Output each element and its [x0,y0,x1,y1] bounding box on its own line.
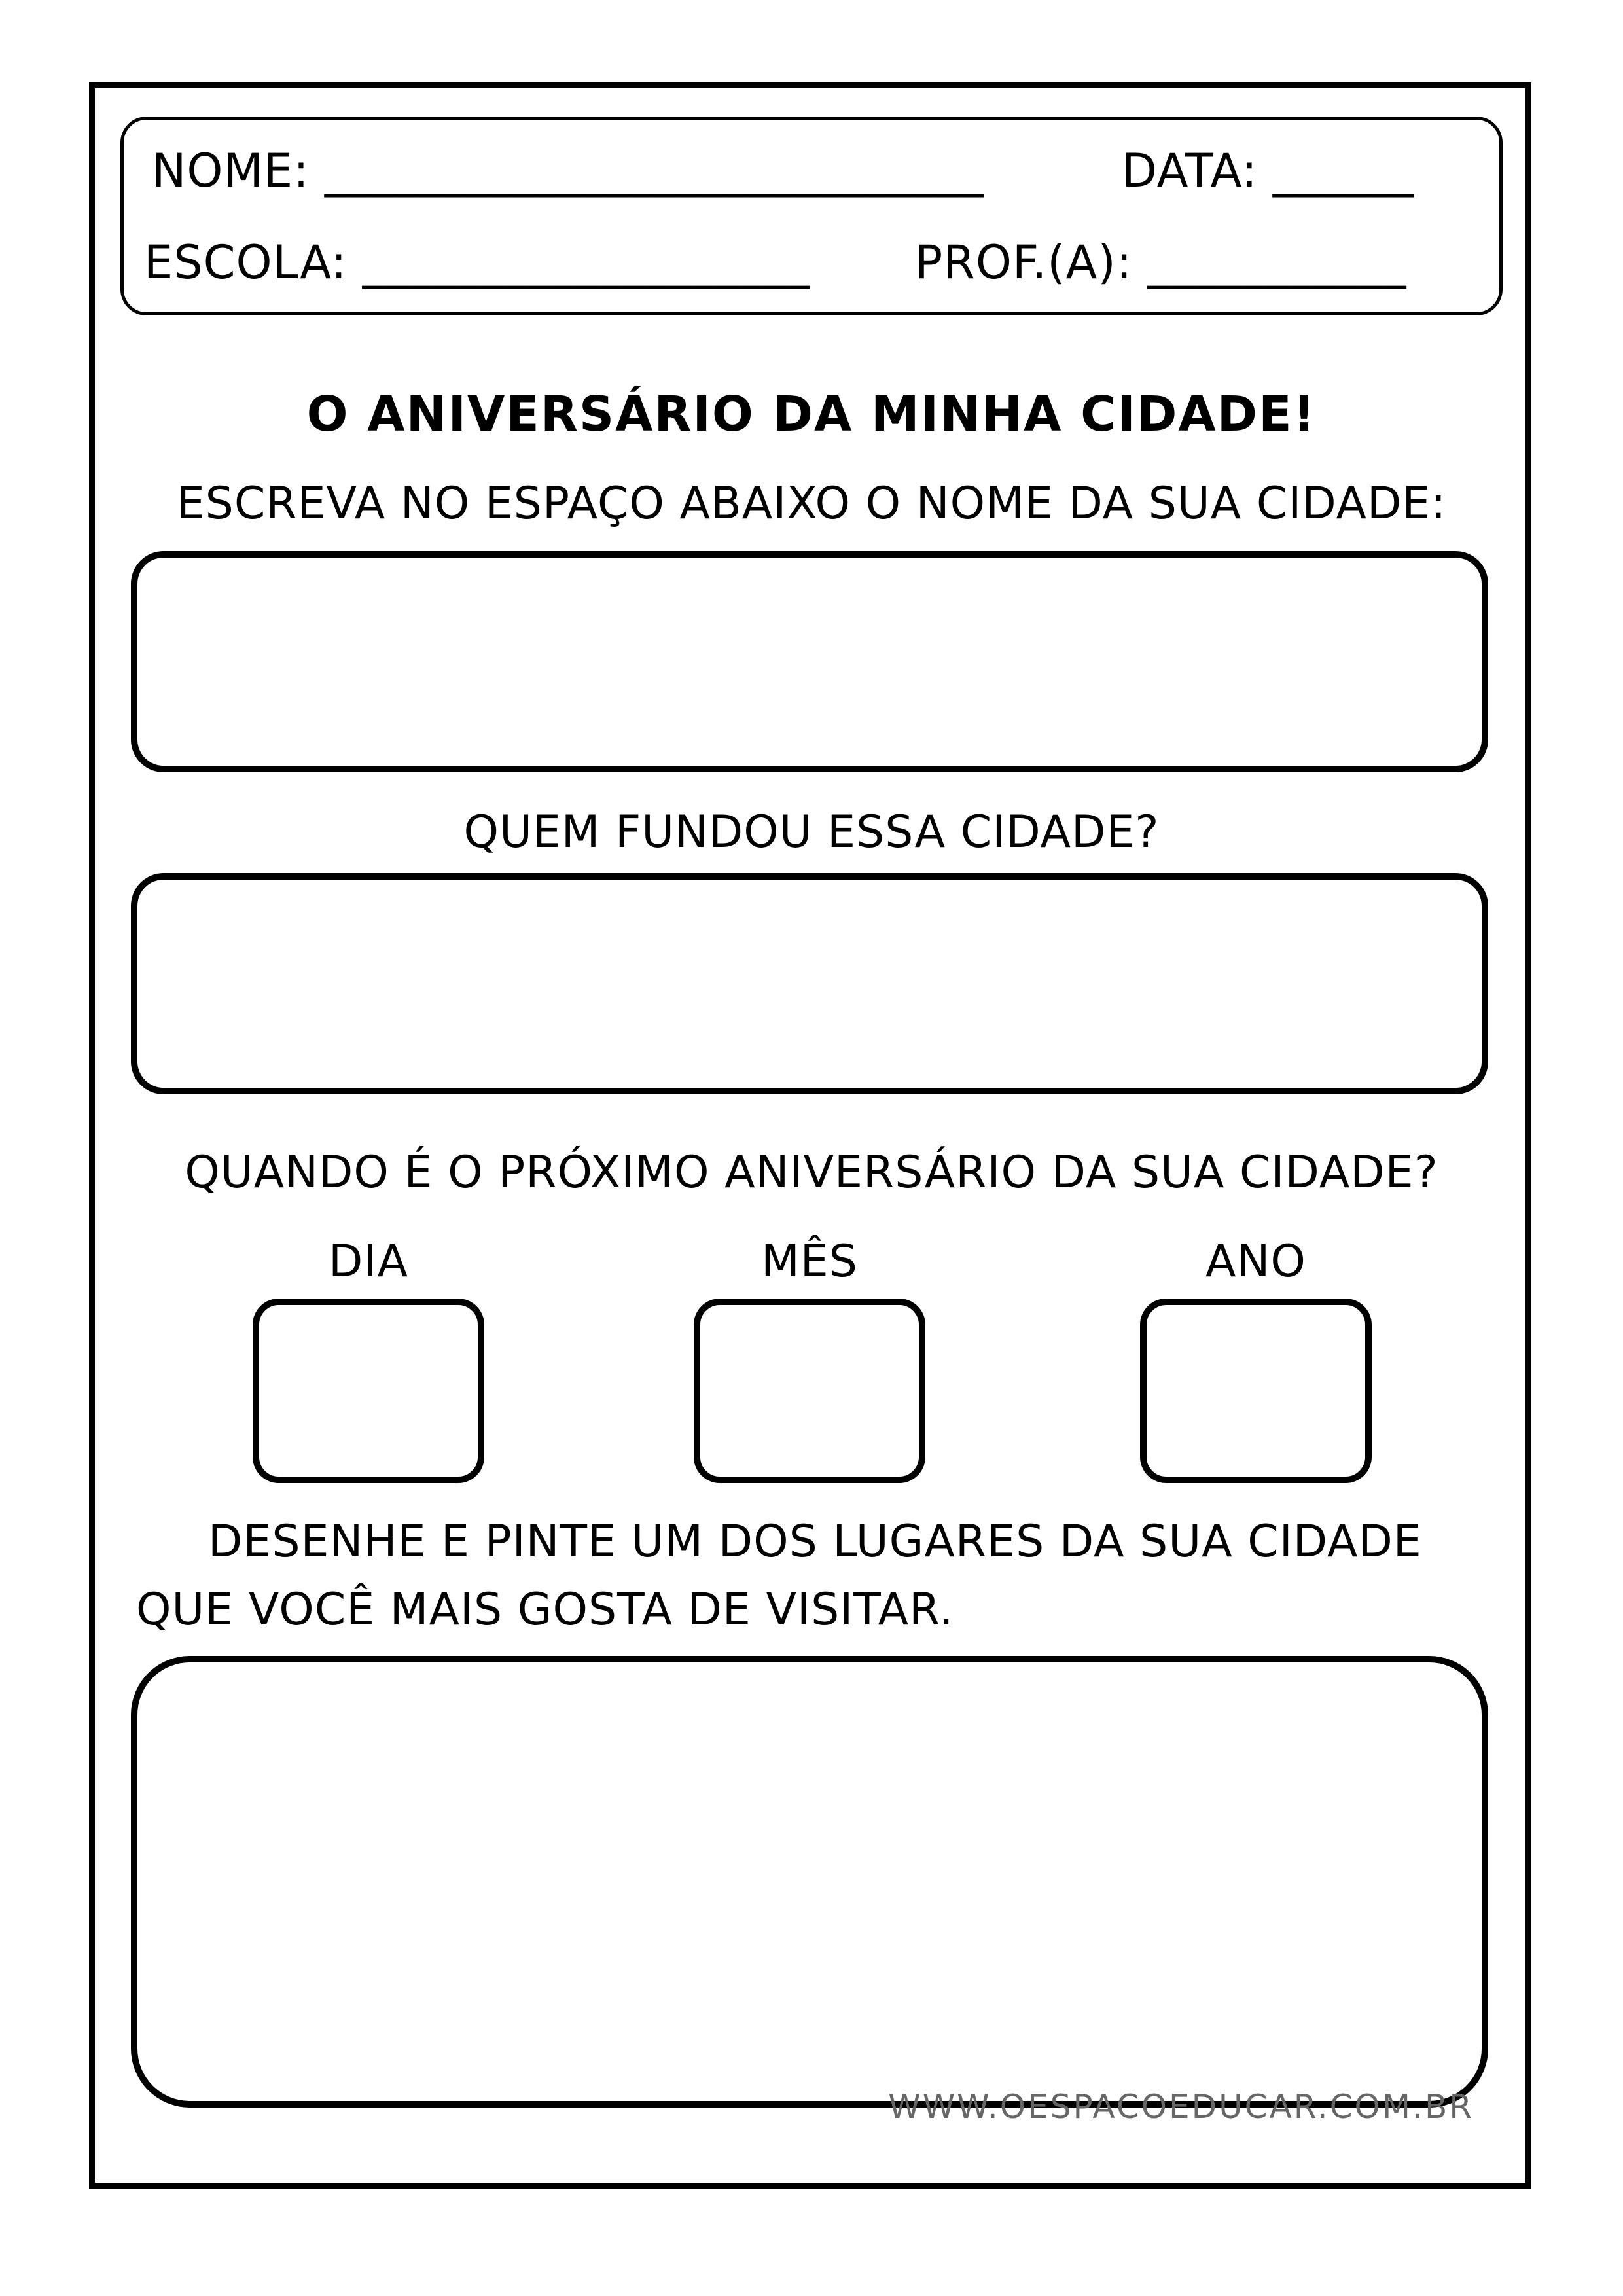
drawing-instruction-line1: DESENHE E PINTE UM DOS LUGARES DA SUA CIDADE [208,1516,1422,1568]
question-city-name: ESCREVA NO ESPAÇO ABAIXO O NOME DA SUA CIDADE: [176,478,1447,529]
ano-label: ANO [1205,1236,1306,1287]
drawing-instruction-line2: QUE VOCÊ MAIS GOSTA DE VISITAR. [136,1584,954,1636]
drawing-area-box[interactable] [131,1656,1488,2108]
mes-label: MÊS [761,1236,858,1287]
nome-field[interactable]: NOME: ____________________________ [152,144,984,198]
data-field[interactable]: DATA: ______ [1122,144,1414,198]
dia-answer-box[interactable] [253,1299,484,1483]
city-name-answer-box[interactable] [131,551,1488,772]
escola-field[interactable]: ESCOLA: ___________________ [144,236,810,289]
question-anniversary: QUANDO É O PRÓXIMO ANIVERSÁRIO DA SUA CIDADE? [185,1147,1438,1198]
worksheet-title: O ANIVERSÁRIO DA MINHA CIDADE! [306,386,1317,442]
ano-answer-box[interactable] [1140,1299,1372,1483]
question-founder: QUEM FUNDOU ESSA CIDADE? [463,806,1160,858]
website-footer: WWW.OESPACOEDUCAR.COM.BR [888,2088,1474,2126]
dia-label: DIA [329,1236,408,1287]
founder-answer-box[interactable] [131,873,1488,1094]
mes-answer-box[interactable] [694,1299,925,1483]
prof-field[interactable]: PROF.(A): ___________ [915,236,1407,289]
